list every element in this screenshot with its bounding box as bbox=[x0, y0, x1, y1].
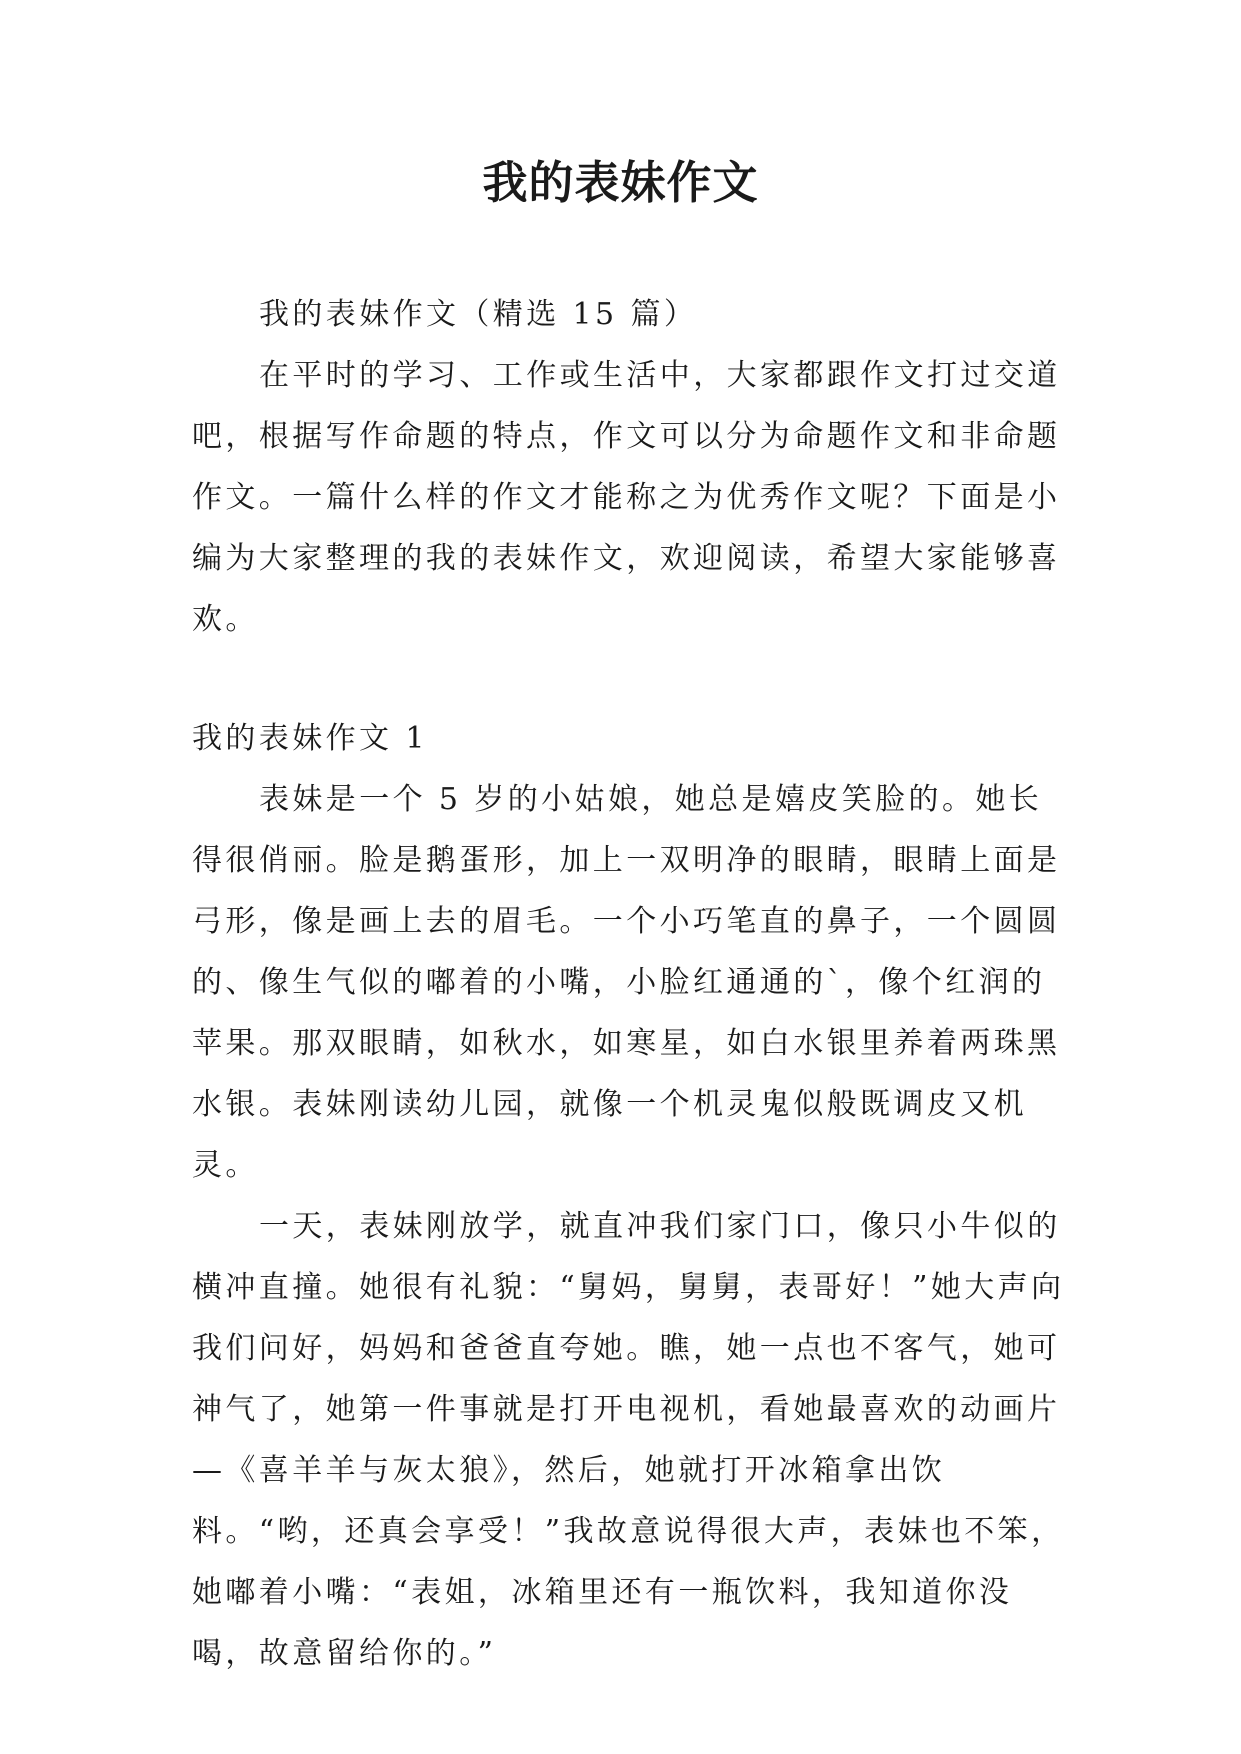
document-body bbox=[192, 284, 1072, 1684]
section-heading: 我的表妹作文 1 bbox=[192, 721, 428, 756]
body-paragraph-2: 一天，表妹刚放学，就直冲我们家门口，像只小牛似的横冲直撞。她很有礼貌：“舅妈，舅舅，表哥好！”她大声向我们问好，妈妈和爸爸直夸她。瞧，她一点也不客气，她可神气了，她第一件事就是打开电视机，看她最喜欢的动画片—《喜羊羊与灰太狼》，然后，她就打开冰箱拿出饮料。“哟，还真会享受！”我故意说得很大声，表妹也不笨，她嘟着小嘴：“表姐，冰箱里还有一瓶饮料，我知道你没喝，故意留给你的。” bbox=[192, 1209, 1065, 1671]
body-paragraph-1: 表妹是一个 5 岁的小姑娘，她总是嬉皮笑脸的。她长得很俏丽。脸是鹅蛋形，加上一双明净的眼睛，眼睛上面是弓形，像是画上去的眉毛。一个小巧笔直的鼻子，一个圆圆的、像生气似的嘟着的小嘴，小脸红通通的`，像个红润的苹果。那双眼睛，如秋水，如寒星，如白水银里养着两珠黑水银。表妹刚读幼儿园，就像一个机灵鬼似般既调皮又机灵。 bbox=[192, 782, 1061, 1183]
intro-paragraph: 在平时的学习、工作或生活中，大家都跟作文打过交道吧，根据写作命题的特点，作文可以分为命题作文和非命题作文。一篇什么样的作文才能称之为优秀作文呢？下面是小编为大家整理的我的表妹作文，欢迎阅读，希望大家能够喜欢。 bbox=[192, 358, 1061, 637]
document-title: 我的表妹作文 bbox=[482, 156, 759, 209]
document-subtitle: 我的表妹作文（精选 15 篇） bbox=[259, 297, 698, 332]
